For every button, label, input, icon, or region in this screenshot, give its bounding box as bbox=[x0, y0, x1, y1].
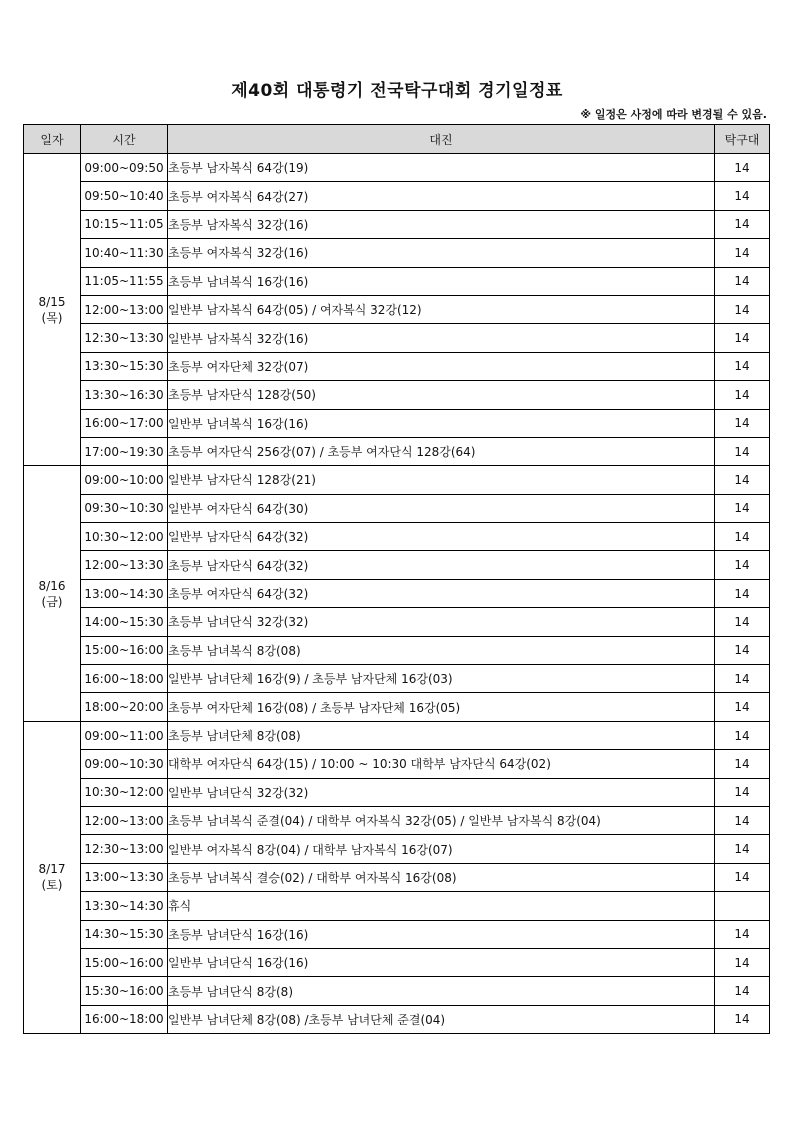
tables-cell: 14 bbox=[715, 1005, 770, 1033]
tables-cell: 14 bbox=[715, 324, 770, 352]
tables-cell: 14 bbox=[715, 948, 770, 976]
match-cell: 초등부 남녀단식 32강(32) bbox=[168, 608, 715, 636]
time-cell: 10:30~12:00 bbox=[81, 523, 168, 551]
tables-cell: 14 bbox=[715, 352, 770, 380]
tables-cell: 14 bbox=[715, 863, 770, 891]
table-row bbox=[24, 977, 770, 1005]
match-cell: 초등부 남녀복식 준결(04) / 대학부 여자복식 32강(05) / 일반부 남자복식 8강(04) bbox=[168, 806, 715, 834]
tables-cell: 14 bbox=[715, 778, 770, 806]
time-cell: 13:30~14:30 bbox=[81, 892, 168, 920]
table-row bbox=[24, 948, 770, 976]
match-cell: 일반부 남녀단식 16강(16) bbox=[168, 948, 715, 976]
date-cell bbox=[24, 466, 81, 722]
time-cell: 11:05~11:55 bbox=[81, 267, 168, 295]
time-cell: 14:00~15:30 bbox=[81, 608, 168, 636]
table-row bbox=[24, 210, 770, 238]
weekday-label: (목) bbox=[41, 310, 63, 325]
table-row bbox=[24, 608, 770, 636]
match-cell: 초등부 여자단체 32강(07) bbox=[168, 352, 715, 380]
match-cell: 일반부 남자단식 128강(21) bbox=[168, 466, 715, 494]
weekday-label: (토) bbox=[41, 878, 63, 893]
table-row bbox=[24, 920, 770, 948]
time-cell: 12:30~13:00 bbox=[81, 835, 168, 863]
schedule-table bbox=[23, 124, 770, 1034]
match-cell: 초등부 남녀단식 8강(8) bbox=[168, 977, 715, 1005]
tables-cell: 14 bbox=[715, 381, 770, 409]
column-header-tables: 탁구대 bbox=[715, 125, 770, 154]
match-cell: 일반부 여자복식 8강(04) / 대학부 남자복식 16강(07) bbox=[168, 835, 715, 863]
match-cell: 초등부 남녀단체 8강(08) bbox=[168, 721, 715, 749]
time-cell: 09:00~10:00 bbox=[81, 466, 168, 494]
date-cell bbox=[24, 154, 81, 466]
time-cell: 12:00~13:00 bbox=[81, 806, 168, 834]
tables-cell: 14 bbox=[715, 579, 770, 607]
tables-cell: 14 bbox=[715, 466, 770, 494]
match-cell: 초등부 남녀단식 16강(16) bbox=[168, 920, 715, 948]
tables-cell: 14 bbox=[715, 295, 770, 323]
table-row bbox=[24, 806, 770, 834]
time-cell: 09:30~10:30 bbox=[81, 494, 168, 522]
time-cell: 16:00~17:00 bbox=[81, 409, 168, 437]
table-row bbox=[24, 523, 770, 551]
table-row bbox=[24, 693, 770, 721]
time-cell: 10:15~11:05 bbox=[81, 210, 168, 238]
column-header-time: 시간 bbox=[81, 125, 168, 154]
time-cell: 12:00~13:00 bbox=[81, 295, 168, 323]
table-row bbox=[24, 239, 770, 267]
match-cell: 일반부 남녀복식 16강(16) bbox=[168, 409, 715, 437]
table-row bbox=[24, 835, 770, 863]
time-cell: 09:00~09:50 bbox=[81, 154, 168, 182]
page-title: 제40회 대통령기 전국탁구대회 경기일정표 bbox=[231, 81, 563, 101]
tables-cell: 14 bbox=[715, 608, 770, 636]
match-cell: 초등부 남녀복식 8강(08) bbox=[168, 636, 715, 664]
match-cell: 초등부 여자단식 64강(32) bbox=[168, 579, 715, 607]
tables-cell: 14 bbox=[715, 665, 770, 693]
table-row bbox=[24, 551, 770, 579]
tables-cell: 14 bbox=[715, 437, 770, 465]
tables-cell: 14 bbox=[715, 920, 770, 948]
match-cell: 초등부 남자복식 32강(16) bbox=[168, 210, 715, 238]
tables-cell: 14 bbox=[715, 551, 770, 579]
tables-cell: 14 bbox=[715, 835, 770, 863]
tables-cell bbox=[715, 892, 770, 920]
match-cell: 휴식 bbox=[168, 892, 715, 920]
match-cell: 일반부 남녀단체 16강(9) / 초등부 남자단체 16강(03) bbox=[168, 665, 715, 693]
tables-cell: 14 bbox=[715, 977, 770, 1005]
match-cell: 일반부 남자단식 64강(32) bbox=[168, 523, 715, 551]
tables-cell: 14 bbox=[715, 721, 770, 749]
schedule-change-note: ※ 일정은 사정에 따라 변경될 수 있음. bbox=[580, 108, 767, 121]
time-cell: 14:30~15:30 bbox=[81, 920, 168, 948]
schedule-body bbox=[24, 154, 770, 1034]
match-cell: 초등부 여자단체 16강(08) / 초등부 남자단체 16강(05) bbox=[168, 693, 715, 721]
match-cell: 일반부 남녀단체 8강(08) /초등부 남녀단체 준결(04) bbox=[168, 1005, 715, 1033]
tables-cell: 14 bbox=[715, 154, 770, 182]
time-cell: 10:30~12:00 bbox=[81, 778, 168, 806]
time-cell: 15:00~16:00 bbox=[81, 948, 168, 976]
table-row bbox=[24, 1005, 770, 1033]
tables-cell: 14 bbox=[715, 693, 770, 721]
table-row bbox=[24, 636, 770, 664]
time-cell: 09:50~10:40 bbox=[81, 182, 168, 210]
tables-cell: 14 bbox=[715, 182, 770, 210]
match-cell: 초등부 여자복식 64강(27) bbox=[168, 182, 715, 210]
match-cell: 초등부 남자단식 128강(50) bbox=[168, 381, 715, 409]
match-cell: 일반부 여자단식 64강(30) bbox=[168, 494, 715, 522]
time-cell: 12:30~13:30 bbox=[81, 324, 168, 352]
table-row bbox=[24, 324, 770, 352]
time-cell: 09:00~10:30 bbox=[81, 750, 168, 778]
time-cell: 09:00~11:00 bbox=[81, 721, 168, 749]
table-row bbox=[24, 409, 770, 437]
table-row bbox=[24, 665, 770, 693]
table-row bbox=[24, 295, 770, 323]
tables-cell: 14 bbox=[715, 523, 770, 551]
table-row bbox=[24, 267, 770, 295]
header-row bbox=[24, 125, 770, 154]
weekday-label: (금) bbox=[41, 594, 63, 609]
time-cell: 17:00~19:30 bbox=[81, 437, 168, 465]
time-cell: 15:30~16:00 bbox=[81, 977, 168, 1005]
table-row bbox=[24, 437, 770, 465]
match-cell: 대학부 여자단식 64강(15) / 10:00 ~ 10:30 대학부 남자단식 64강(02) bbox=[168, 750, 715, 778]
time-cell: 18:00~20:00 bbox=[81, 693, 168, 721]
table-row bbox=[24, 579, 770, 607]
table-row bbox=[24, 182, 770, 210]
time-cell: 16:00~18:00 bbox=[81, 665, 168, 693]
tables-cell: 14 bbox=[715, 239, 770, 267]
match-cell: 초등부 남자복식 64강(19) bbox=[168, 154, 715, 182]
table-row bbox=[24, 778, 770, 806]
tables-cell: 14 bbox=[715, 636, 770, 664]
match-cell: 초등부 여자복식 32강(16) bbox=[168, 239, 715, 267]
table-row bbox=[24, 892, 770, 920]
tables-cell: 14 bbox=[715, 806, 770, 834]
match-cell: 초등부 남자단식 64강(32) bbox=[168, 551, 715, 579]
table-row bbox=[24, 494, 770, 522]
table-row bbox=[24, 863, 770, 891]
time-cell: 13:30~15:30 bbox=[81, 352, 168, 380]
tables-cell: 14 bbox=[715, 267, 770, 295]
match-cell: 초등부 남녀복식 결승(02) / 대학부 여자복식 16강(08) bbox=[168, 863, 715, 891]
time-cell: 12:00~13:30 bbox=[81, 551, 168, 579]
table-row bbox=[24, 381, 770, 409]
tables-cell: 14 bbox=[715, 210, 770, 238]
date-label: 8/16 bbox=[38, 578, 66, 593]
table-row bbox=[24, 721, 770, 749]
time-cell: 10:40~11:30 bbox=[81, 239, 168, 267]
match-cell: 초등부 남녀복식 16강(16) bbox=[168, 267, 715, 295]
tables-cell: 14 bbox=[715, 750, 770, 778]
tables-cell: 14 bbox=[715, 494, 770, 522]
time-cell: 15:00~16:00 bbox=[81, 636, 168, 664]
time-cell: 13:00~14:30 bbox=[81, 579, 168, 607]
date-cell bbox=[24, 721, 81, 1033]
table-row bbox=[24, 154, 770, 182]
time-cell: 16:00~18:00 bbox=[81, 1005, 168, 1033]
date-label: 8/17 bbox=[38, 862, 66, 877]
match-cell: 일반부 남녀단식 32강(32) bbox=[168, 778, 715, 806]
table-row bbox=[24, 466, 770, 494]
column-header-match: 대진 bbox=[168, 125, 715, 154]
match-cell: 초등부 여자단식 256강(07) / 초등부 여자단식 128강(64) bbox=[168, 437, 715, 465]
date-label: 8/15 bbox=[38, 294, 66, 309]
match-cell: 일반부 남자복식 32강(16) bbox=[168, 324, 715, 352]
table-row bbox=[24, 750, 770, 778]
column-header-date: 일자 bbox=[24, 125, 81, 154]
match-cell: 일반부 남자복식 64강(05) / 여자복식 32강(12) bbox=[168, 295, 715, 323]
time-cell: 13:00~13:30 bbox=[81, 863, 168, 891]
time-cell: 13:30~16:30 bbox=[81, 381, 168, 409]
table-row bbox=[24, 352, 770, 380]
tables-cell: 14 bbox=[715, 409, 770, 437]
